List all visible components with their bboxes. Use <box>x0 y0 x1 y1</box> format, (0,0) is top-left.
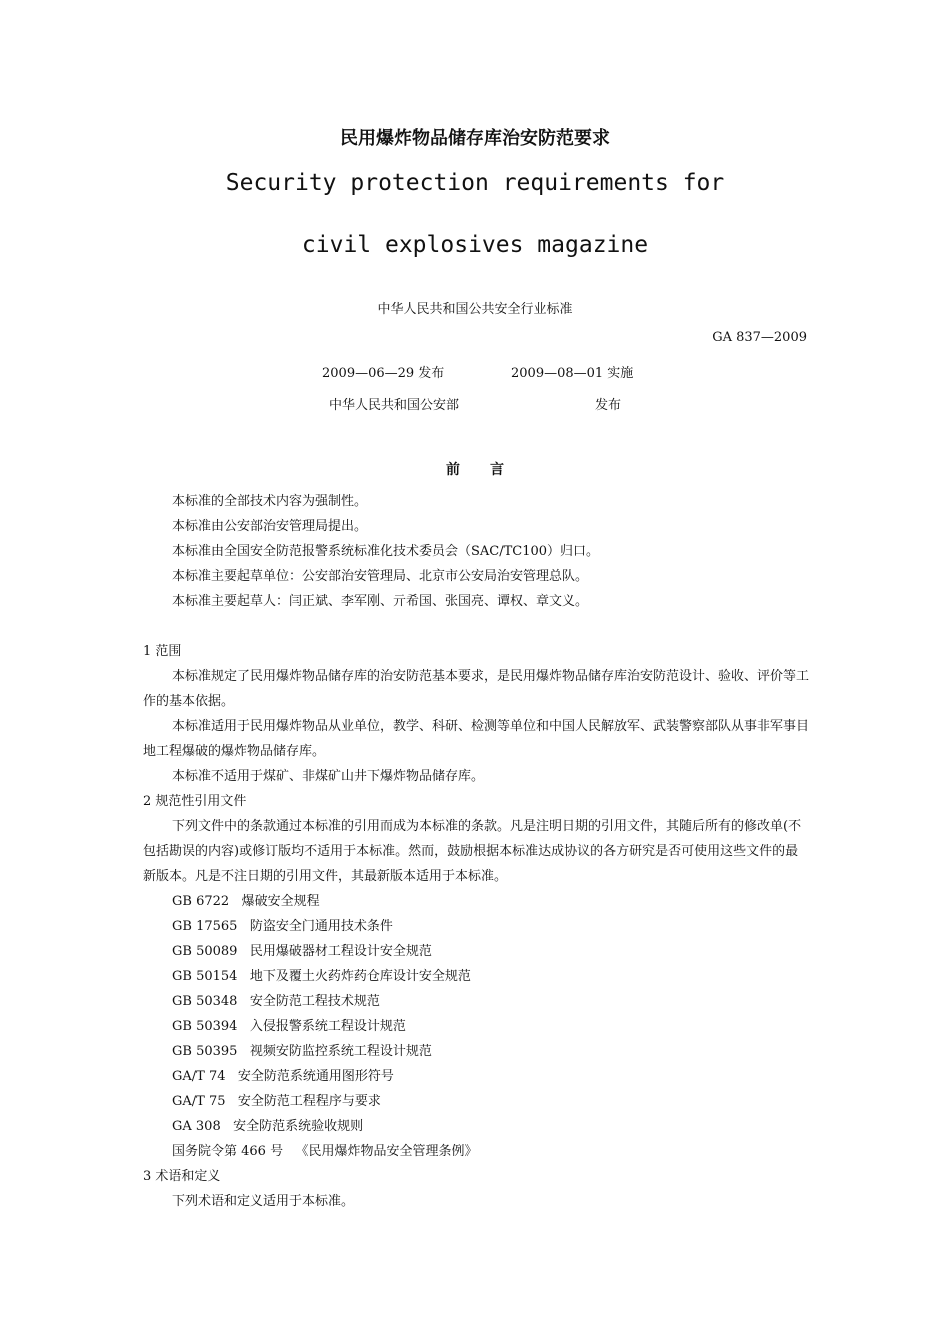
issuer: 中华人民共和国公安部 <box>329 398 460 413</box>
reference-item <box>143 1114 809 1139</box>
issue-date: 2009—06—29 发布 <box>322 366 445 381</box>
reference-code: GB 50154 <box>172 969 238 984</box>
section-2-intro: 下列文件中的条款通过本标准的引用而成为本标准的条款。凡是注明日期的引用文件，其随后所有的修改单(不包括勘误的内容)或修订版均不适用于本标准。然而，鼓励根据本标准达成协议的各方研究是否可使用这些文件的最新版本。凡是不注日期的引用文件，其最新版本适用于本标准。 <box>143 819 802 884</box>
reference-item <box>143 939 809 964</box>
main-body <box>143 639 809 1214</box>
foreword-paragraph: 本标准主要起草单位：公安部治安管理局、北京市公安局治安管理总队。 <box>172 569 589 584</box>
implement-date: 2009—08—01 实施 <box>511 366 634 381</box>
foreword-heading-char-2: 言 <box>490 462 504 478</box>
reference-item <box>143 1139 809 1164</box>
document-title-english-line-1: Security protection requirements for <box>225 170 725 196</box>
document-title-chinese: 民用爆炸物品储存库治安防范要求 <box>340 128 610 149</box>
reference-title: 安全防范系统通用图形符号 <box>237 1069 394 1084</box>
foreword-heading <box>0 459 950 479</box>
reference-item <box>143 1089 809 1114</box>
standard-category: 中华人民共和国公共安全行业标准 <box>377 302 573 317</box>
reference-code: 国务院令第 466 号 <box>172 1144 284 1159</box>
foreword-heading-char-1: 前 <box>446 462 460 478</box>
section-1-paragraph: 本标准适用于民用爆炸物品从业单位，教学、科研、检测等单位和中国人民解放军、武装警察部队从事非军事目地工程爆破的爆炸物品储存库。 <box>143 719 810 759</box>
foreword-paragraph: 本标准主要起草人：闫正斌、李军刚、亓希国、张国亮、谭权、章文义。 <box>172 594 589 609</box>
reference-title: 安全防范系统验收规则 <box>233 1119 364 1134</box>
reference-title: 地下及覆土火药炸药仓库设计安全规范 <box>249 969 471 984</box>
reference-item <box>143 889 809 914</box>
reference-code: GA/T 75 <box>172 1094 226 1109</box>
reference-code: GB 50348 <box>172 994 238 1009</box>
reference-code: GB 50089 <box>172 944 238 959</box>
reference-item <box>143 1014 809 1039</box>
reference-title: 视频安防监控系统工程设计规范 <box>249 1044 432 1059</box>
section-1-paragraph: 本标准规定了民用爆炸物品储存库的治安防范基本要求，是民用爆炸物品储存库治安防范设计、验收、评价等工作的基本依据。 <box>143 669 810 709</box>
reference-code: GB 17565 <box>172 919 238 934</box>
reference-item <box>143 989 809 1014</box>
reference-title: 爆破安全规程 <box>241 894 320 909</box>
section-3-heading: 3 术语和定义 <box>143 1169 221 1184</box>
reference-code: GA/T 74 <box>172 1069 226 1084</box>
reference-item <box>143 1064 809 1089</box>
reference-title: 入侵报警系统工程设计规范 <box>249 1019 406 1034</box>
reference-item <box>143 914 809 939</box>
foreword-paragraph: 本标准的全部技术内容为强制性。 <box>172 494 368 509</box>
reference-title: 民用爆破器材工程设计安全规范 <box>249 944 432 959</box>
reference-title: 防盗安全门通用技术条件 <box>249 919 393 934</box>
issue-label: 发布 <box>595 398 622 413</box>
section-1-paragraph: 本标准不适用于煤矿、非煤矿山井下爆炸物品储存库。 <box>172 769 485 784</box>
reference-code: GB 6722 <box>172 894 230 909</box>
reference-title: 安全防范工程程序与要求 <box>237 1094 381 1109</box>
reference-code: GB 50395 <box>172 1044 238 1059</box>
foreword-paragraph: 本标准由全国安全防范报警系统标准化技术委员会（SAC/TC100）归口。 <box>172 544 600 559</box>
document-title-english-line-2: civil explosives magazine <box>301 232 649 258</box>
section-2-heading: 2 规范性引用文件 <box>143 794 247 809</box>
reference-code: GA 308 <box>172 1119 221 1134</box>
section-3-intro: 下列术语和定义适用于本标准。 <box>172 1194 355 1209</box>
reference-code: GB 50394 <box>172 1019 238 1034</box>
standard-code: GA 837—2009 <box>712 330 807 345</box>
section-1-heading: 1 范围 <box>143 644 182 659</box>
foreword-body <box>143 489 809 614</box>
reference-title: 安全防范工程技术规范 <box>249 994 380 1009</box>
foreword-paragraph: 本标准由公安部治安管理局提出。 <box>172 519 368 534</box>
reference-item <box>143 964 809 989</box>
reference-title: 《民用爆炸物品安全管理条例》 <box>295 1144 478 1159</box>
reference-item <box>143 1039 809 1064</box>
